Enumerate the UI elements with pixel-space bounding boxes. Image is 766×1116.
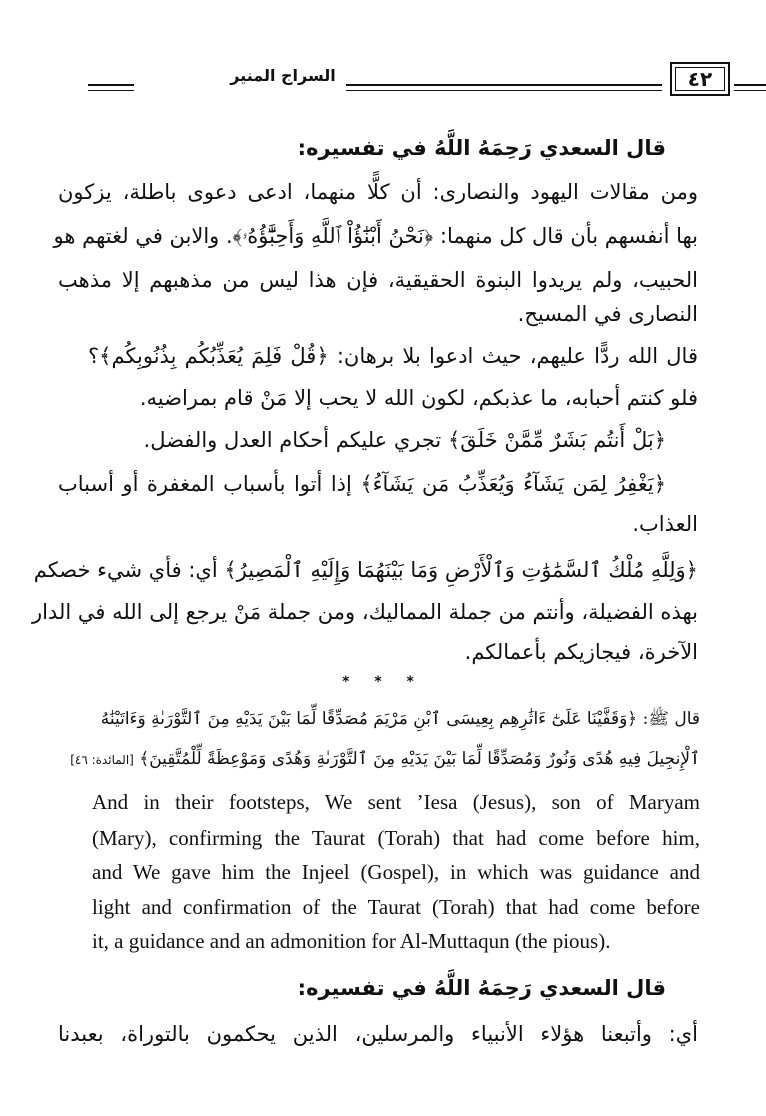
paragraph-1-line-3: الحبيب، ولم يريدوا البنوة الحقيقية، فإن هذا ليس من مذهبهم إلا مذهب <box>58 268 698 292</box>
paragraph-4-line-1: ﴿يَغْفِرُ لِمَن يَشَآءُ وَيُعَذِّبُ مَن يَشَآءُ﴾ إذا أتوا بأسباب المغفرة أو أسباب <box>58 472 666 496</box>
header-rule-middle-thin <box>346 90 662 91</box>
translation-line-3: and We gave him the Injeel (Gospel), in which was guidance and <box>92 860 700 884</box>
translation-line-5: it, a guidance and an admonition for Al-Muttaqun (the pious). <box>92 929 611 953</box>
paragraph-6-line-1: أي: وأتبعنا هؤلاء الأنبياء والمرسلين، الذين يحكمون بالتوراة، بعبدنا <box>58 1022 698 1046</box>
paragraph-5-line-1: ﴿وَلِلَّهِ مُلْكُ ٱلسَّمَٰوَٰتِ وَٱلْأَرْضِ وَمَا بَيْنَهُمَا وَإِلَيْهِ ٱلْمَصِيرُ﴾ أي: فأي شيء خصكم <box>33 558 698 582</box>
verse-line-2-text: ٱلْإِنجِيلَ فِيهِ هُدًى وَنُورٌ وَمُصَدِّقًا لِّمَا بَيْنَ يَدَيْهِ مِنَ ٱلتَّوْرَىٰةِ وَهُدًى وَمَوْعِظَةً لِّلْمُتَّقِينَ﴾ <box>139 749 700 769</box>
verse-line-2 <box>60 748 700 769</box>
header-rule-right-2 <box>734 84 766 86</box>
header-rule-right-thin <box>734 90 766 91</box>
verse-line-1: قال ﷺ: ﴿وَقَفَّيْنَا عَلَىٰٓ ءَاثَٰرِهِم بِعِيسَى ٱبْنِ مَرْيَمَ مُصَدِّقًا لِّمَا بَيْنَ يَدَيْهِ مِنَ ٱلتَّوْرَىٰةِ وَءَاتَيْنَٰهُ <box>100 709 700 729</box>
section-heading-1: قال السعدي رَحِمَهُ اللَّهُ في تفسيره: <box>297 136 666 160</box>
section-heading-2: قال السعدي رَحِمَهُ اللَّهُ في تفسيره: <box>297 976 666 1000</box>
paragraph-1-line-4: النصارى في المسيح. <box>517 302 698 326</box>
translation-line-1: And in their footsteps, We sent ’Iesa (Jesus), son of Maryam <box>92 790 700 814</box>
paragraph-3: ﴿بَلْ أَنتُم بَشَرٌ مِّمَّنْ خَلَقَ﴾ تجري عليكم أحكام العدل والفضل. <box>143 428 666 452</box>
translation-line-2: (Mary), confirming the Taurat (Torah) that had come before him, <box>92 826 700 850</box>
paragraph-1-line-2: بها أنفسهم بأن قال كل منهما: ﴿نَحْنُ أَبْنَٰٓؤُاْ ٱللَّهِ وَأَحِبَّٰٓؤُهُۥ﴾. والابن في لغتهم هو <box>53 224 698 248</box>
paragraph-5-line-3: الآخرة، فيجازيكم بأعمالكم. <box>464 640 698 664</box>
page-number: ٤٢ <box>687 67 713 91</box>
header-rule-left-thin <box>88 90 134 91</box>
paragraph-2-line-1: قال الله ردًّا عليهم، حيث ادعوا بلا برهان: ﴿قُلْ فَلِمَ يُعَذِّبُكُم بِذُنُوبِكُم﴾؟ <box>88 344 698 368</box>
header-rule-left <box>88 84 134 86</box>
paragraph-5-line-2: بهذه الفضيلة، وأنتم من جملة المماليك، ومن جملة مَنْ يرجع إلى الله في الدار <box>31 600 698 624</box>
running-title: السراج المنير <box>230 66 336 85</box>
paragraph-1-line-1: ومن مقالات اليهود والنصارى: أن كلًّا منهما، ادعى دعوى باطلة، يزكون <box>58 180 698 204</box>
paragraph-4-line-2: العذاب. <box>632 512 698 536</box>
page-number-box <box>670 62 730 96</box>
section-separator: * * * <box>342 674 424 690</box>
paragraph-2-line-2: فلو كنتم أحبابه، ما عذبكم، لكون الله لا يحب إلا مَنْ قام بمراضيه. <box>139 386 698 410</box>
header-rule-middle <box>346 84 662 86</box>
page-header <box>88 60 713 102</box>
verse-reference: [المائدة: ٤٦] <box>70 753 134 767</box>
translation-line-4: light and confirmation of the Taurat (Torah) that had come before <box>92 895 700 919</box>
